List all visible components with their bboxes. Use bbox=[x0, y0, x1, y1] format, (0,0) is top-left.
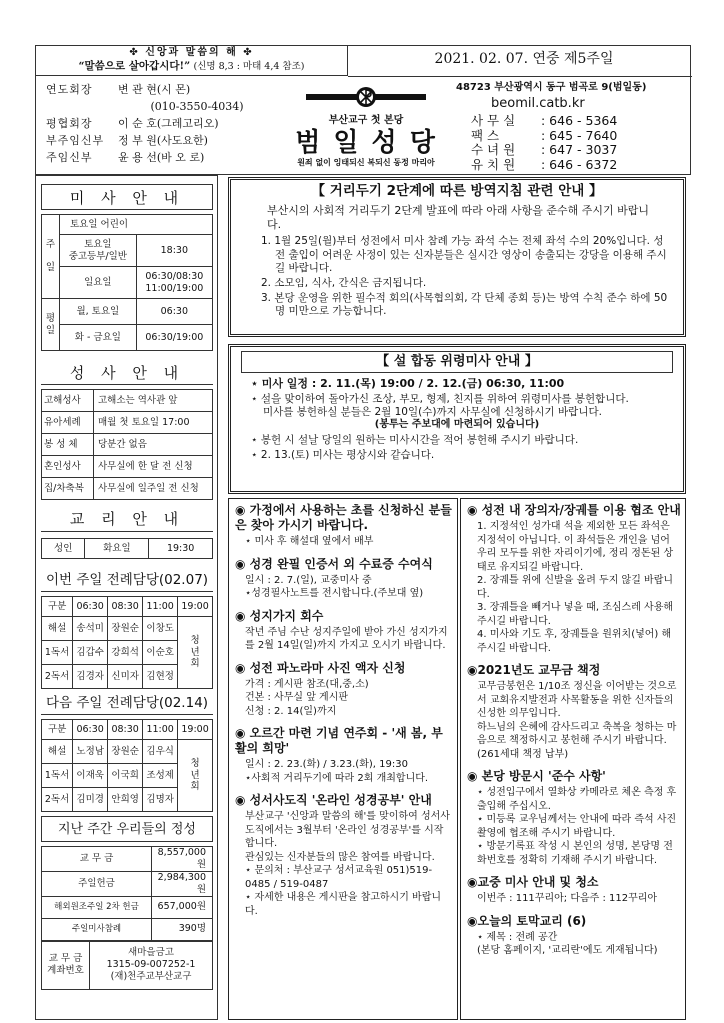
duty-this-table bbox=[41, 596, 213, 689]
memorial-p5: ⋆ 2. 13.(토) 미사는 평상시와 같습니다. bbox=[251, 448, 435, 461]
notice-block-line: 2. 장궤틀 위에 신발을 올려 두지 않길 바랍니다. bbox=[477, 575, 674, 600]
notice-block-line: ⋆ 성전입구에서 열화상 카메라로 체온 측정 후 출입해 주십시오. bbox=[477, 787, 677, 812]
notice-distancing-intro: 부산시의 사회적 거리두기 2단계 발표에 따라 아래 사항을 준수해 주시기 바랍니다. bbox=[267, 203, 649, 231]
notice-block-line: 작년 주님 수난 성지주일에 받아 가신 성지가지를 2월 14일(일)까지 가지고 오시기 바랍니다. bbox=[245, 626, 448, 651]
phone-number: : 646 - 6372 bbox=[541, 156, 618, 172]
notice-distancing-title: 【 거리두기 2단계에 따른 방역지침 관련 안내 】 bbox=[311, 183, 603, 199]
notice-block-title: ◉ 성경 완필 인증서 외 수료증 수여식 bbox=[235, 556, 433, 571]
duty-person: 이순호 bbox=[143, 641, 178, 665]
duty-person: 김미경 bbox=[73, 788, 108, 812]
notice-block-line: 하느님의 은혜에 감사드리고 축복을 청하는 마음으로 책정하시고 봉헌해 주시기 바랍니다. (261세대 책정 납부) bbox=[477, 721, 677, 760]
church-tagline: 원죄 없이 잉태되신 복되신 동정 마리아 bbox=[297, 157, 435, 167]
finance-table bbox=[41, 846, 213, 941]
notice-block-line: 가격 : 게시판 참조(대,중,소) bbox=[245, 678, 369, 690]
memorial-p4: ⋆ 봉헌 시 설날 당일의 원하는 미사시간을 적어 봉헌해 주시기 바랍니다. bbox=[251, 433, 579, 446]
duty-person: 신미자 bbox=[108, 665, 143, 689]
memorial-p2: 미사를 봉헌하실 분들은 2월 10일(수)까지 사무실에 신청하시기 바랍니다. bbox=[263, 406, 602, 419]
motto-box bbox=[36, 46, 348, 76]
notice-block-line: 4. 미사와 기도 후, 장궤틀을 원위치(넣어) 해 주시길 바랍니다. bbox=[477, 629, 672, 654]
sat-child-label: 토요일 어린이 bbox=[60, 215, 213, 235]
chi-rho-emblem-icon bbox=[306, 86, 426, 108]
notice-block-line: ⋆ 미등록 교우님께서는 안내에 따라 즉석 사진 촬영에 협조해 주시기 바랍니다. bbox=[477, 814, 677, 839]
sacrament-info: 사무실에 한 달 전 신청 bbox=[94, 456, 213, 478]
duty-next-section bbox=[41, 691, 213, 812]
duty-person: 안희영 bbox=[108, 788, 143, 812]
duty-person: 조성제 bbox=[143, 764, 178, 788]
notice-distancing-item: 1. 1월 25일(월)부터 성전에서 미사 참례 가능 좌석 수는 전체 좌석 수의 20%입니다. 성전 출입이 어려운 사정이 있는 신자분들은 실시간 영상이 송출되는 강당을 이용해 주시길 바랍니다. bbox=[261, 235, 667, 274]
staff-list bbox=[46, 81, 276, 166]
finance-label: 해외원조주일 2차 헌금 bbox=[42, 896, 152, 918]
finance-amount: 8,557,000원 bbox=[152, 847, 213, 872]
phone-label: 사 무 실 bbox=[471, 113, 516, 128]
account-label: 교 무 금 계좌번호 bbox=[42, 941, 90, 989]
notice-block-line: (본당 홈페이지, '교리란'에도 게재됩니다) bbox=[477, 945, 658, 956]
duty-col-header: 11:00 bbox=[143, 597, 178, 617]
sacrament-section bbox=[41, 361, 213, 500]
staff-role: 주임신부 bbox=[46, 151, 93, 164]
duty-person: 김우식 bbox=[143, 740, 178, 764]
notice-block-line: 부산교구 '신앙과 말씀의 해'를 맞이하여 성서사도직에서는 3월부터 '온라인 성경공부'를 시작합니다. bbox=[245, 811, 450, 849]
sacrament-name: 고해성사 bbox=[42, 390, 94, 412]
sacrament-info: 당분간 없음 bbox=[94, 434, 213, 456]
sacrament-name: 봉 성 체 bbox=[42, 434, 94, 456]
left-column bbox=[35, 175, 218, 1020]
notice-block bbox=[467, 769, 681, 867]
notice-block-line: 교무금봉헌은 1/10조 정신을 이어받는 것으로서 교회유지발전과 사목활동을 위한 신자들의 신성한 의무입니다. bbox=[477, 681, 677, 719]
notice-block-title: ◉ 성전 내 장의자/장궤틀 이용 협조 안내 bbox=[467, 503, 681, 517]
sacrament-row bbox=[42, 478, 213, 500]
duty-header-row bbox=[42, 597, 213, 617]
catechism-day: 화요일 bbox=[85, 539, 149, 559]
duty-person: 노정남 bbox=[73, 740, 108, 764]
duty-header-row bbox=[42, 720, 213, 740]
sacrament-name: 집/차축복 bbox=[42, 478, 94, 500]
notice-block-line: ⋆ 문의처 : 부산교구 성서교육원 051)519-0485 / 519-0487 bbox=[245, 865, 433, 890]
catechism-time: 19:30 bbox=[149, 539, 213, 559]
finance-row bbox=[42, 871, 213, 896]
sunday-label: 주 일 bbox=[42, 215, 60, 299]
catechism-group: 성인 bbox=[42, 539, 85, 559]
sat-time: 18:30 bbox=[136, 235, 212, 267]
notice-block bbox=[467, 914, 681, 958]
duty-person: 김갑수 bbox=[73, 641, 108, 665]
sacrament-info: 매월 첫 토요일 17:00 bbox=[94, 412, 213, 434]
staff-row bbox=[46, 98, 276, 115]
notice-block-title: ◉ 본당 방문시 '준수 사항' bbox=[467, 769, 606, 783]
phone-number: : 647 - 3037 bbox=[541, 142, 618, 157]
notice-block-title: ◉2021년도 교무금 책정 bbox=[467, 663, 601, 677]
notices-column-a bbox=[228, 498, 458, 1020]
duty-role: 해설 bbox=[42, 740, 73, 764]
finance-row bbox=[42, 847, 213, 872]
staff-row bbox=[46, 132, 276, 149]
notice-block bbox=[467, 875, 681, 906]
notice-distancing-item: 2. 소모임, 식사, 간식은 금지됩니다. bbox=[261, 276, 427, 289]
finance-row bbox=[42, 896, 213, 918]
sat-youth-label: 토요일 중고등부/일반 bbox=[60, 235, 137, 267]
sacrament-row bbox=[42, 412, 213, 434]
notice-block-line: ⋆사회적 거리두기에 따라 2회 개최합니다. bbox=[245, 772, 429, 784]
memorial-p3: (봉투는 주보대에 마련되어 있습니다) bbox=[374, 419, 540, 431]
duty-col-header: 11:00 bbox=[143, 720, 178, 740]
memorial-schedule: ⋆ 미사 일정 : 2. 11.(목) 19:00 / 2. 12.(금) 06:30, 11:00 bbox=[251, 377, 565, 391]
notice-block-line: 1. 지정석인 성가대 석을 제외한 모든 좌석은 지정석이 아닙니다. 이 좌석들은 개인을 넘어 우리 모두를 위한 자리이기에, 정리 정돈된 상태로 유지되길 바랍니다. bbox=[477, 521, 674, 573]
duty-role: 1독서 bbox=[42, 641, 73, 665]
mass-section bbox=[41, 184, 213, 351]
catechism-section bbox=[41, 506, 213, 559]
church-sub: 부산교구 첫 본당 bbox=[328, 115, 404, 127]
notice-block-line: 관심있는 신자분들의 많은 참여를 바랍니다. bbox=[245, 851, 435, 863]
duty-person: 이창도 bbox=[143, 617, 178, 641]
sacrament-info: 고해소는 역사관 앞 bbox=[94, 390, 213, 412]
church-name: 범 일 성 당 bbox=[295, 127, 437, 158]
notice-block bbox=[235, 793, 453, 918]
duty-col-header: 19:00 bbox=[178, 720, 213, 740]
duty-col-header: 08:30 bbox=[108, 597, 143, 617]
finance-row bbox=[42, 918, 213, 940]
notice-block-line: ⋆성경필사노트를 전시합니다.(주보대 옆) bbox=[245, 588, 424, 599]
sacrament-row bbox=[42, 434, 213, 456]
youth-group-label: 청 년 회 bbox=[178, 617, 213, 689]
notice-block bbox=[235, 661, 453, 719]
notice-block-line: ⋆ 미사 후 해설대 옆에서 배부 bbox=[245, 536, 374, 547]
finance-amount: 390명 bbox=[152, 918, 213, 940]
phone-row bbox=[471, 129, 617, 144]
duty-person: 송석미 bbox=[73, 617, 108, 641]
finance-label: 교 무 금 bbox=[42, 847, 152, 872]
notice-block bbox=[235, 503, 453, 549]
duty-col-header: 구분 bbox=[42, 597, 73, 617]
website[interactable]: beomil.catb.kr bbox=[491, 96, 585, 111]
phone-row bbox=[471, 114, 617, 129]
staff-name: (010-3550-4034) bbox=[150, 100, 244, 113]
duty-person: 장원순 bbox=[108, 617, 143, 641]
catechism-table bbox=[41, 538, 213, 559]
issue-date: 2021. 02. 07. 연중 제5주일 bbox=[434, 51, 614, 67]
duty-next-title: 다음 주일 전례담당(02.14) bbox=[41, 691, 213, 715]
staff-role: 연도회장 bbox=[46, 83, 93, 96]
duty-col-header: 구분 bbox=[42, 720, 73, 740]
duty-person: 강희석 bbox=[108, 641, 143, 665]
notice-block-title: ◉ 성지가지 회수 bbox=[235, 608, 324, 623]
motto: “말씀으로 살아갑시다!” bbox=[78, 59, 191, 72]
youth-group-label: 청 년 회 bbox=[178, 740, 213, 812]
duty-role: 2독서 bbox=[42, 788, 73, 812]
notice-block bbox=[235, 609, 453, 653]
mass-title: 미 사 안 내 bbox=[41, 184, 213, 210]
notice-block-title: ◉ 성서사도직 '온라인 성경공부' 안내 bbox=[235, 793, 432, 807]
phone-list bbox=[471, 114, 617, 172]
duty-person: 이재욱 bbox=[73, 764, 108, 788]
sacrament-name: 유아세례 bbox=[42, 412, 94, 434]
account-number: 새마을금고 1315-09-007252-1 (재)천주교부산교구 bbox=[90, 941, 213, 989]
phone-label: 팩 스 bbox=[471, 127, 500, 143]
address: 48723 부산광역시 동구 범곡로 9(범일동) bbox=[456, 82, 647, 93]
duty-col-header: 08:30 bbox=[108, 720, 143, 740]
phone-row bbox=[471, 158, 617, 173]
duty-col-header: 06:30 bbox=[73, 597, 108, 617]
church-logo bbox=[286, 86, 446, 168]
notice-block-title: ◉ 성전 파노라마 사진 액자 신청 bbox=[235, 660, 406, 675]
duty-person: 이국희 bbox=[108, 764, 143, 788]
phone-number: : 646 - 5364 bbox=[541, 113, 618, 128]
notice-distancing-items bbox=[231, 235, 683, 318]
sun-time: 06:30/08:30 11:00/19:00 bbox=[136, 267, 212, 299]
duty-this-section bbox=[41, 568, 213, 689]
notice-memorial-title: 【 설 합동 위령미사 안내 】 bbox=[241, 351, 673, 373]
weekday-label: 평 일 bbox=[42, 299, 60, 351]
notice-distancing-item: 3. 본당 운영을 위한 필수적 회의(사목협의회, 각 단체 종회 등)는 방역 수칙 준수 하에 50명 미만으로 가능합니다. bbox=[261, 291, 668, 317]
notice-block-title: ◉오늘의 토막교리 (6) bbox=[467, 913, 587, 928]
notice-block-line: 일시 : 2. 23.(화) / 3.23.(화), 19:30 bbox=[245, 759, 408, 770]
staff-name: 이 순 호(그레고리오) bbox=[118, 117, 219, 130]
finance-title: 지난 주간 우리들의 정성 bbox=[41, 816, 213, 842]
mon-sat-time: 06:30 bbox=[136, 299, 212, 325]
notice-block-line: ⋆ 방문기록표 작성 시 본인의 성명, 본당명 전화번호를 정확히 기재해 주시기 바랍니다. bbox=[477, 841, 673, 866]
duty-person: 김현정 bbox=[143, 665, 178, 689]
notices-column-b bbox=[460, 498, 686, 1020]
notice-block bbox=[467, 503, 681, 655]
phone-label: 유 치 원 bbox=[471, 156, 516, 172]
staff-role: 부주임신부 bbox=[46, 134, 105, 147]
staff-row bbox=[46, 115, 276, 132]
finance-section bbox=[41, 816, 213, 990]
header bbox=[35, 45, 691, 175]
notice-block-line: 이번주 : 111꾸리아; 다음주 : 112꾸리아 bbox=[477, 893, 658, 904]
duty-person: 장원순 bbox=[108, 740, 143, 764]
account-table bbox=[41, 941, 213, 990]
notice-memorial-mass bbox=[228, 344, 686, 494]
staff-role: 평협회장 bbox=[46, 117, 93, 130]
sacrament-name: 혼인성사 bbox=[42, 456, 94, 478]
finance-amount: 2,984,300원 bbox=[152, 871, 213, 896]
tue-fri-label: 화 - 금요일 bbox=[60, 325, 137, 351]
finance-label: 주일헌금 bbox=[42, 871, 152, 896]
notice-block-title: ◉교중 미사 안내 및 청소 bbox=[467, 875, 599, 889]
notice-block-title: ◉ 오르간 마련 기념 연주회 - '새 봄, 부활의 희망' bbox=[235, 726, 443, 755]
finance-label: 주일미사참례 bbox=[42, 918, 152, 940]
duty-person: 김명자 bbox=[143, 788, 178, 812]
phone-label: 수 녀 원 bbox=[471, 142, 516, 157]
staff-name: 윤 용 선(바 오 로) bbox=[118, 151, 205, 164]
memorial-p1: ⋆ 설을 맞이하여 돌아가신 조상, 부모, 형제, 친지를 위하여 위령미사를 봉헌합니다. bbox=[251, 393, 629, 405]
notice-block-title: ◉ 가정에서 사용하는 초를 신청하신 분들은 찾아 가시기 바랍니다. bbox=[235, 503, 452, 532]
notice-block-line: ⋆ 제목 : 전례 공간 bbox=[477, 931, 558, 943]
duty-row bbox=[42, 740, 213, 764]
sacrament-row bbox=[42, 456, 213, 478]
notice-block-line: ⋆ 자세한 내용은 게시판을 참고하시기 바랍니다. bbox=[245, 892, 442, 917]
mass-table bbox=[41, 214, 213, 351]
notice-block bbox=[467, 663, 681, 761]
duty-this-title: 이번 주일 전례담당(02.07) bbox=[41, 568, 213, 592]
duty-role: 1독서 bbox=[42, 764, 73, 788]
phone-row bbox=[471, 143, 617, 158]
motto-ref: (신명 8,3 : 마태 4,4 참조) bbox=[193, 60, 305, 72]
notice-block-line: 일시 : 2. 7.(일), 교중미사 중 bbox=[245, 574, 372, 586]
notice-block bbox=[235, 557, 453, 601]
duty-next-table bbox=[41, 719, 213, 812]
sacrament-row bbox=[42, 390, 213, 412]
phone-number: : 645 - 7640 bbox=[541, 127, 618, 143]
notice-block-line: 신청 : 2. 14(일)까지 bbox=[245, 705, 337, 717]
sacrament-info: 사무실에 일주일 전 신청 bbox=[94, 478, 213, 500]
finance-amount: 657,000원 bbox=[152, 896, 213, 918]
duty-role: 2독서 bbox=[42, 665, 73, 689]
duty-row bbox=[42, 617, 213, 641]
catechism-title: 교 리 안 내 bbox=[41, 506, 213, 532]
notice-block-line: 3. 장궤틀을 빼거나 넣을 때, 조심스레 사용해 주시길 바랍니다. bbox=[477, 602, 674, 627]
tue-fri-time: 06:30/19:00 bbox=[136, 325, 212, 351]
notice-block-line: 건본 : 사무실 앞 게시판 bbox=[245, 692, 349, 703]
staff-role bbox=[46, 98, 118, 115]
sacrament-table bbox=[41, 389, 213, 500]
duty-col-header: 06:30 bbox=[73, 720, 108, 740]
sun-label: 일요일 bbox=[60, 267, 137, 299]
duty-col-header: 19:00 bbox=[178, 597, 213, 617]
sacrament-title: 성 사 안 내 bbox=[41, 361, 213, 385]
staff-name: 변 관 현(시 몬) bbox=[118, 83, 191, 96]
staff-row bbox=[46, 81, 276, 98]
staff-name: 정 부 원(사도요한) bbox=[118, 134, 208, 147]
motto-top: ✤ 신앙과 말씀의 해 ✤ bbox=[129, 47, 254, 58]
notice-block bbox=[235, 726, 453, 785]
mon-sat-label: 월, 토요일 bbox=[60, 299, 137, 325]
duty-role: 해설 bbox=[42, 617, 73, 641]
notice-distancing bbox=[228, 177, 686, 337]
staff-row bbox=[46, 149, 276, 166]
duty-person: 김경자 bbox=[73, 665, 108, 689]
